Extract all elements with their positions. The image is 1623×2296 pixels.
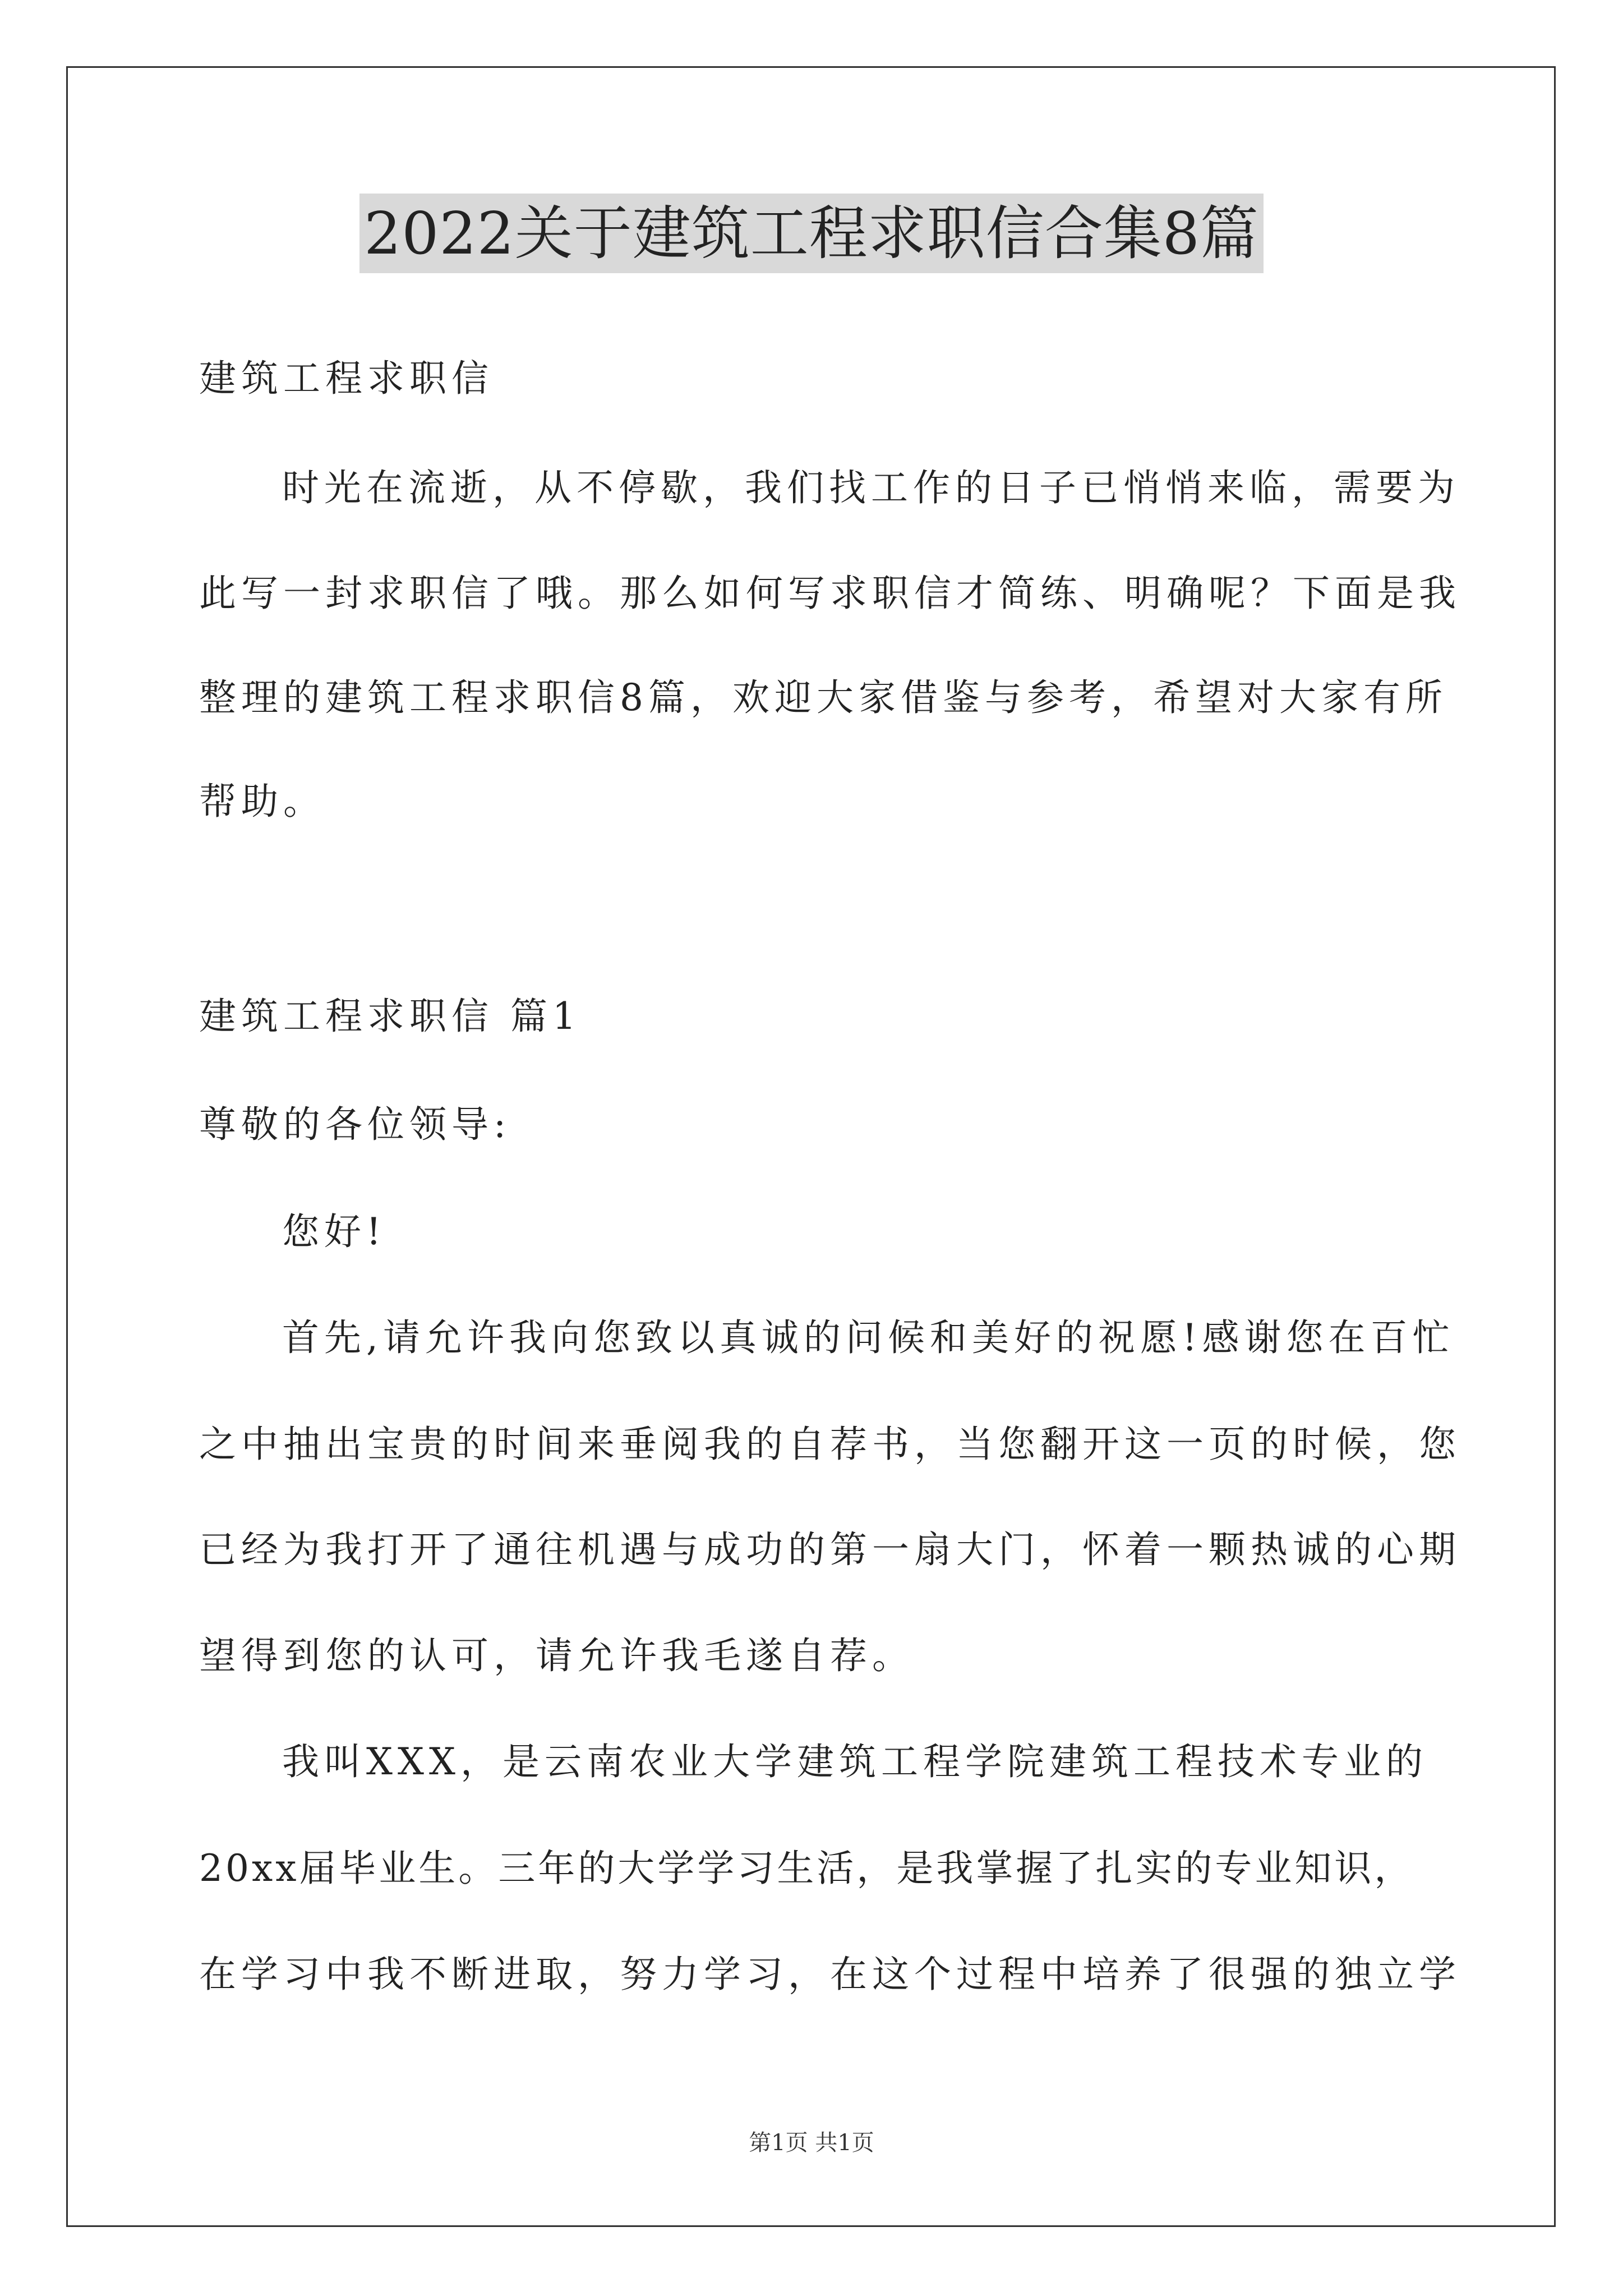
paragraph-1-line-1: 首先,请允许我向您致以真诚的问候和美好的祝愿!感谢您在百忙 [282,1316,1455,1359]
title-container [0,194,1623,273]
intro-heading: 建筑工程求职信 [199,357,494,400]
intro-line-4: 帮助。 [199,780,325,823]
paragraph-1-line-3: 已经为我打开了通往机遇与成功的第一扇大门，怀着一颗热诚的心期 [199,1528,1461,1571]
salutation: 尊敬的各位领导: [199,1103,511,1146]
paragraph-2-line-3: 在学习中我不断进取，努力学习，在这个过程中培养了很强的独立学 [199,1953,1461,1996]
greeting: 您好! [282,1210,386,1253]
intro-line-3: 整理的建筑工程求职信8篇，欢迎大家借鉴与参考，希望对大家有所 [199,676,1447,719]
intro-line-1: 时光在流逝，从不停歇，我们找工作的日子已悄悄来临，需要为 [282,466,1460,509]
paragraph-2-line-2: 20xx届毕业生。三年的大学学习生活，是我掌握了扎实的专业知识， [199,1847,1414,1890]
document-title: 2022关于建筑工程求职信合集8篇 [359,194,1264,273]
page-footer: 第1页 共1页 [749,2130,874,2156]
section-heading: 建筑工程求职信 篇1 [199,995,581,1038]
intro-line-2: 此写一封求职信了哦。那么如何写求职信才简练、明确呢？下面是我 [199,572,1461,615]
paragraph-2-line-1: 我叫XXX，是云南农业大学建筑工程学院建筑工程技术专业的 [282,1740,1428,1783]
paragraph-1-line-2: 之中抽出宝贵的时间来垂阅我的自荐书，当您翻开这一页的时候，您 [199,1423,1461,1466]
paragraph-1-line-4: 望得到您的认可，请允许我毛遂自荐。 [199,1634,914,1677]
